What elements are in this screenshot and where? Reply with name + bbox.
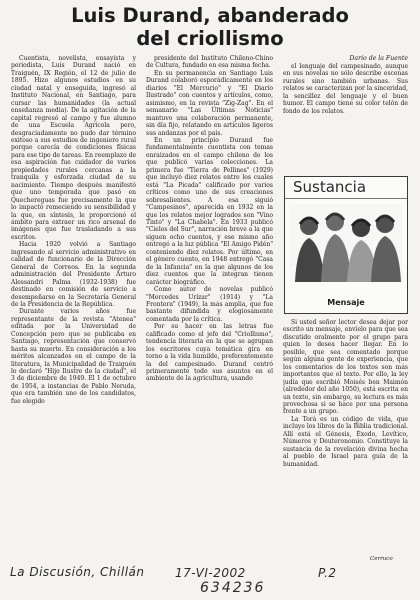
- paragraph: La Torá es un código de vida, que incluye los libros de la Biblia tradicional. Allí está el Génesis, Éxodo, Levítico, Números y Deuteronomio. Constituye la sustancia de la revelación divina hecha al pueblo de Israel para guía de la humanidad.: [283, 415, 408, 468]
- title-line-1: Luis Durand, abanderado: [71, 4, 349, 27]
- mensaje-caption: Mensaje: [327, 298, 365, 307]
- paragraph: En un principio Durand fue fundamentalmente cuentista con temas enraizados en el campo chileno de los que publicó varias colecciones. La primera fue "Tierra de Pellines" (1929) que incluyó diez relatos entre los cuales está "La Picada" calificado por varios críticos como uno de sus creaciones sobresalientes. A esa siguió "Campesinos", aparecida en 1932 en la que los relatos mejor logrados son "Vino Tinto" y "La Chabela". En 1933 publicó "Cielos del Sur", narración breve a la que siguen ocho cuentos, y ese mismo año entregó a la luz pública "El Amigo Pidén" conteniendo diez relatos. Por último, en el género cuento, en 1948 entregó "Casa de la Infancia" en la que algunos de los diez cuentos que la integran tienen carácter biográfico.: [146, 136, 273, 286]
- handwritten-date: 17-VI-2002: [175, 566, 246, 580]
- handwritten-page: P.2: [318, 566, 337, 580]
- article-column-1: [11, 55, 136, 561]
- byline: Darío de la Fuente: [349, 55, 408, 62]
- handwritten-number: 634236: [200, 580, 266, 596]
- sustancia-header: Sustancia: [285, 177, 407, 199]
- article-column-3: [283, 63, 408, 138]
- paragraph: el lenguaje del campesinado, aunque en sus novelas no sólo describe escenas rurales sino también urbanas. Sus relatos se caracterizan por la sinceridad, la sencillez del lenguaje y el buen humor. El campo tiene su color telón de fondo de los relatos.: [283, 63, 408, 115]
- paragraph: Si usted señor lector desea dejar por escrito un mensaje, envíelo para que sea discutido oralmente por el grupo para quien lo desea hacer llegar. En lo posible, que sea comentado porque según alguna gente de experiencia, que los comentarios de los textos son más importantes que el texto. Por ello, la ley judía que escribió Moisés ben Maimón (alrededor del año 1050), está escrita en un texto, sin embargo, su lectura es más provechosa si se hace por una persona frente a un grupo.: [283, 319, 408, 416]
- paragraph: Como autor de novelas publicó "Mercedes Urízar" (1914) y "La Frontera" (1949), la más amplia, que fue bastante difundida y elogiosamente comentada por la crítica.: [146, 286, 273, 323]
- paragraph: presidente del Instituto Chileno-Chino de Cultura, fundado en esa misma fecha.: [146, 55, 273, 70]
- paragraph: Hacia 1920 volvió a Santiago ingresando al servicio administrativo en calidad de funcionario de la Dirección General de Correos. En la segunda administración del Presidente Arturo Alessandri Palma (1932-1938) fue destinado en comisión de servicio a desempeñarse en la Secretaría General de la Presidencia de la República.: [11, 241, 136, 308]
- title-line-2: del criollismo: [136, 27, 284, 50]
- group-illustration: [289, 204, 403, 282]
- article-column-2: [146, 55, 273, 561]
- sustancia-box: [284, 176, 408, 314]
- paragraph: Cuentista, novelista, ensayista y periodista, Luis Durand nació en Traiguén, IX Región, el 12 de julio de 1895. Hizo algunos estudios en su ciudad natal y enseguida, ingresó al Instituto Nacional, en Santiago, para cursar las humanidades (la actual enseñanza media). De la agitación de la capital regresó al campo y fue alumno de una Escuela Agrícola pero, desgraciadamente no pudo dar término exitoso a sus estudios de ingeniero rural porque carecía de condiciones físicas para ese tipo de tareas. En reemplazo de esa aspiración fue cuidador de varios propiedades rurales cercanas a la tranquila y esforzada ciudad de su nacimiento. Tiempo después manifestó que uno temporada que pasó en Quechereguas fue precisamente la que lo impactó remeciendo su sensibilidad y la que, en síntesis, le proporcionó el ámbito para extraer un rico arsenal de imágenes que fue trasladando a sus escritos.: [11, 55, 136, 241]
- article-title: [0, 4, 420, 50]
- paragraph: En su permanencia en Santiago Luis Durand colaboró esporádicamente en los diarios "El Mercurio" y "El Diario Ilustrado" con cuentos y artículos, como, asimismo, en la revista "Zig-Zag". En el semanario "Las Últimas Noticias" mantuvo una colaboración permanente, sin día fijo, relatando en artículos ligeros sus andanzas por el país.: [146, 69, 273, 137]
- paragraph: Durante varios años fue representante de la revista "Atenea" editada por la Universidad de Concepción pero que se publicaba en Santiago, representación que conservó hasta su muerte. En consideración a los méritos alcanzados en el campo de la literatura, la Municipalidad de Traiguén lo declaró "Hijo Ilustre de la ciudad", el 3 de diciembre de 1949. El 1 de octubre de 1954, a instancias de Pablo Neruda, que era también uno de los candidatos, fue elegido: [11, 308, 136, 405]
- paragraph: Por su hacer en las letras fue calificado como el jefe del "Criollismo", tendencia literaria en la que se agrupan los escritores cuya temática gira en torno a la vida humilde, preferentemente la del campesinado. Durand centró primeramente todo sus asuntos en el ambiente de la agricultura, usando: [146, 323, 273, 383]
- credit: Cerruco: [370, 556, 393, 562]
- article-column-4: [283, 319, 408, 551]
- handwritten-source: La Discusión, Chillán: [10, 565, 145, 579]
